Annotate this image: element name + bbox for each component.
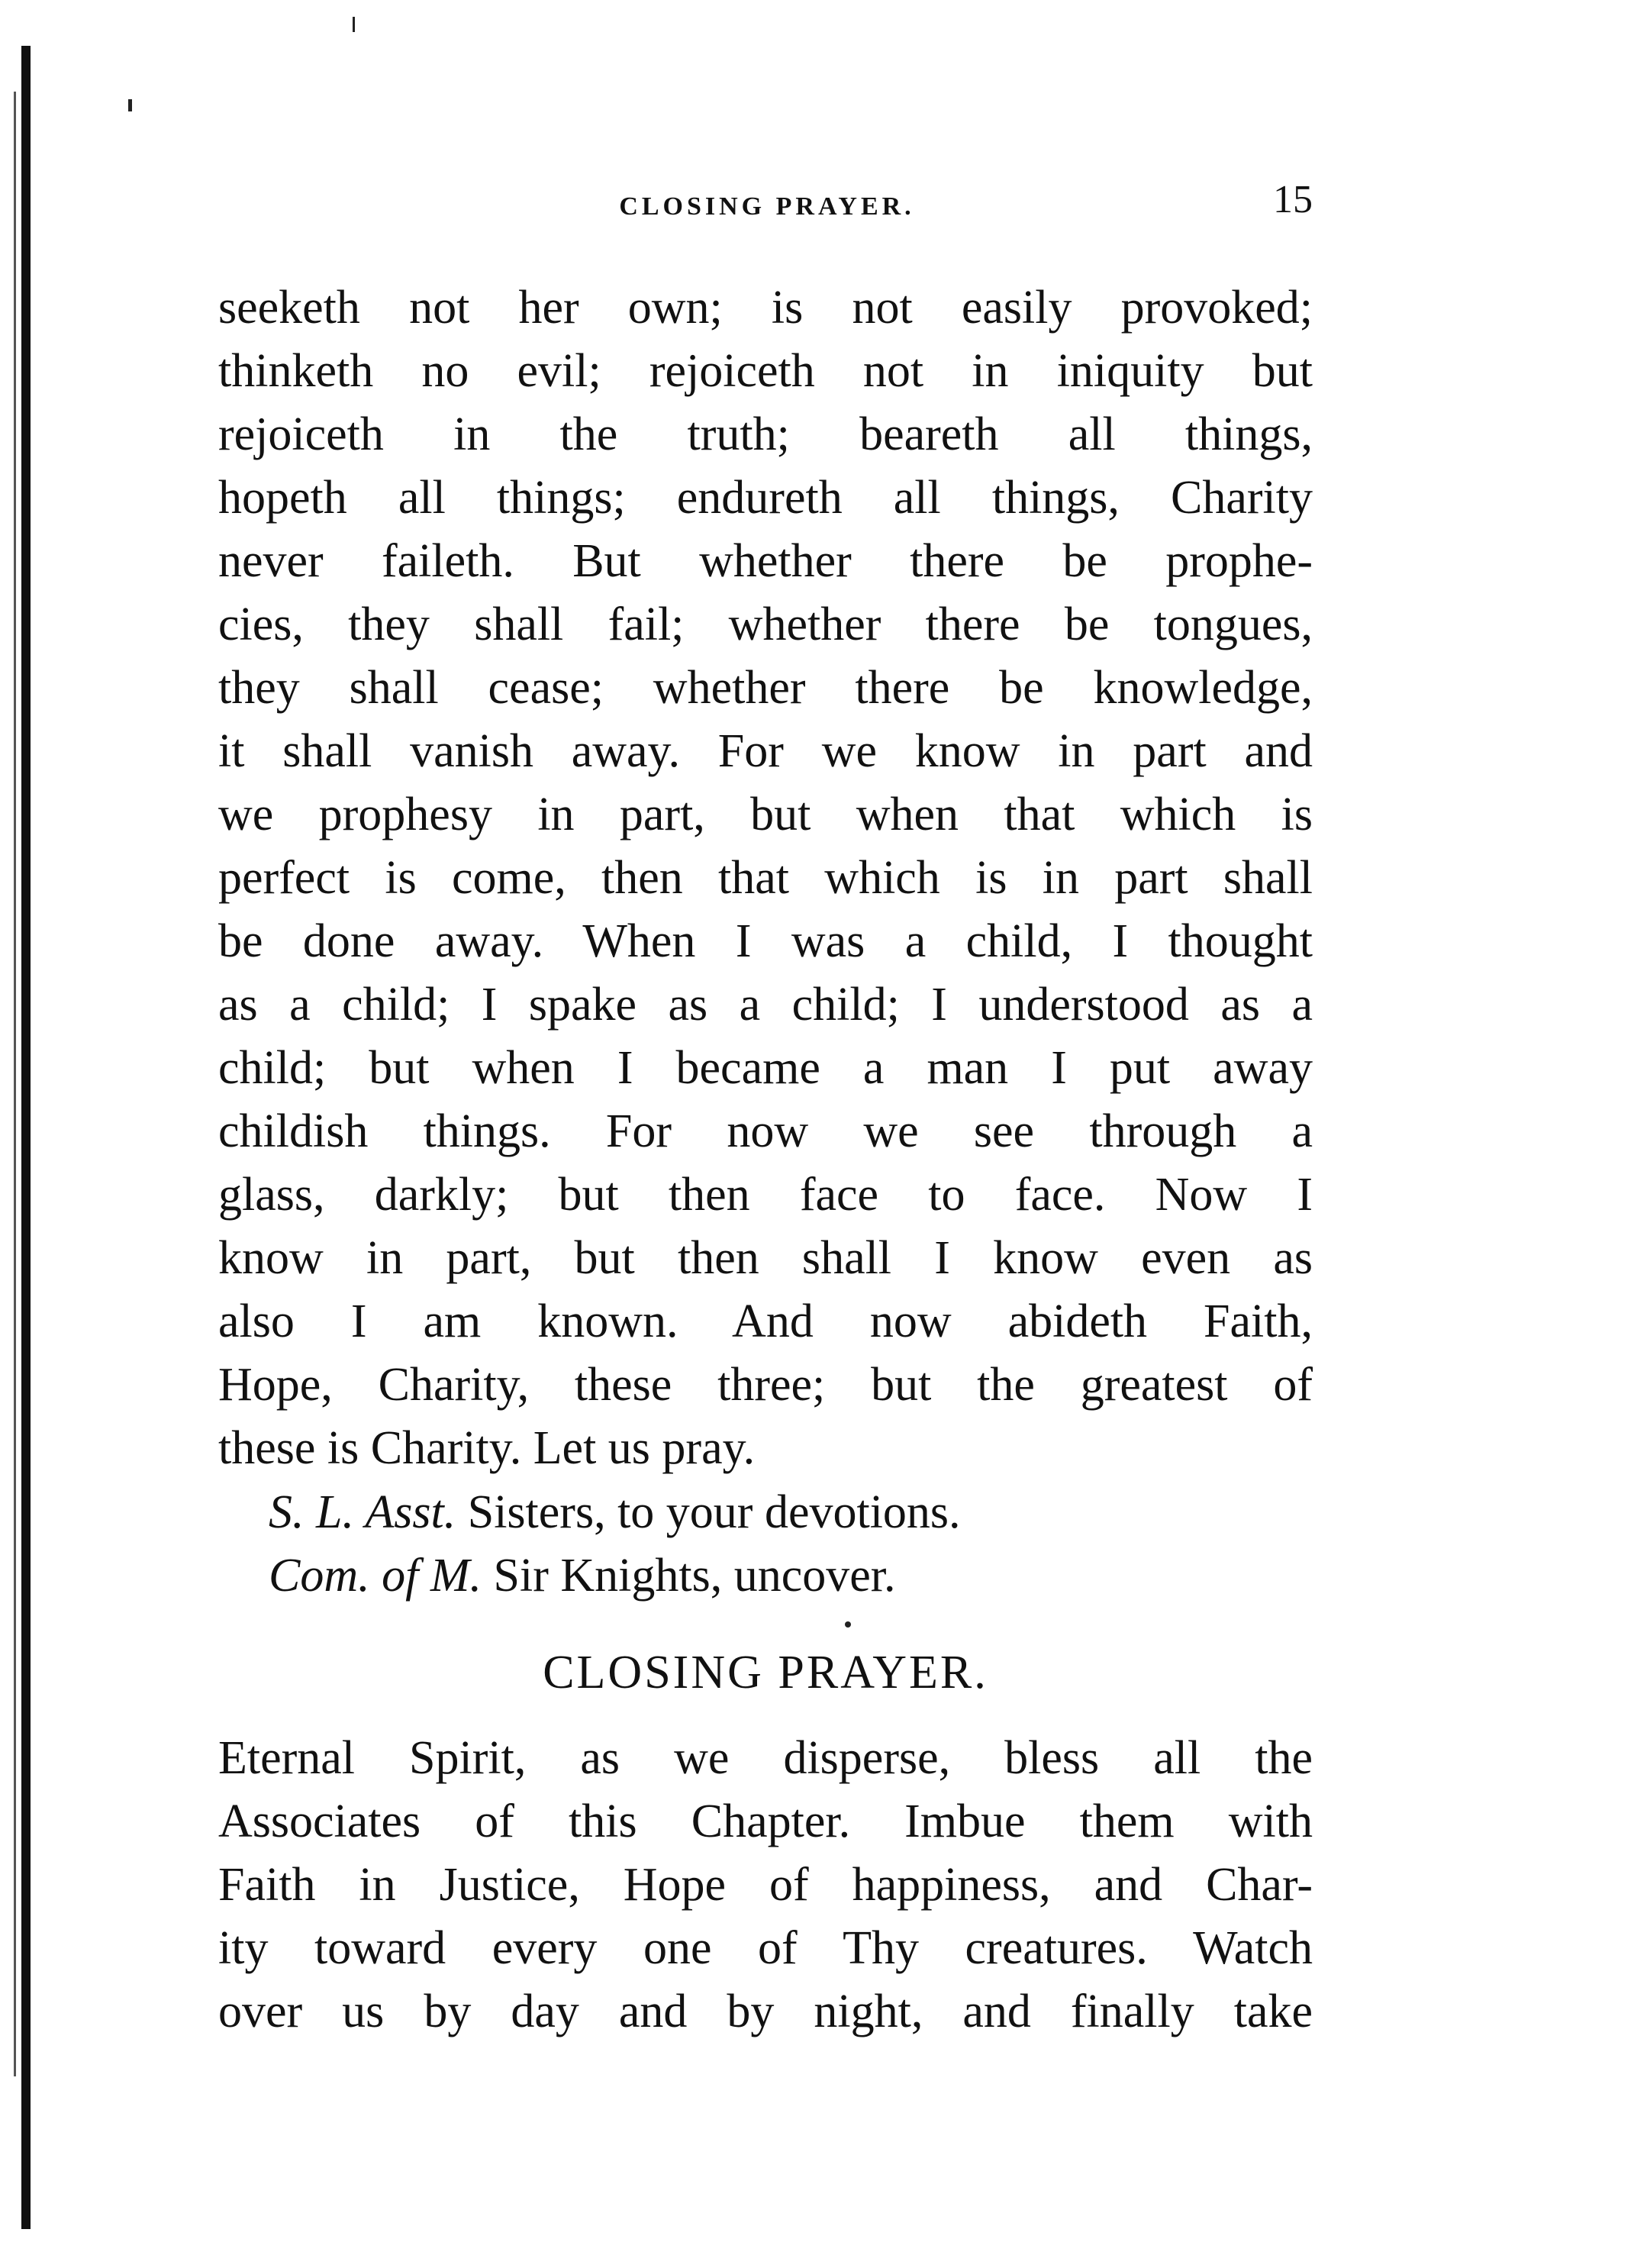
text-line: childish things. For now we see through a [218,1105,1313,1157]
speaker-name: S. L. Asst. [269,1486,456,1538]
text-line: rejoiceth in the truth; beareth all things, [218,408,1313,460]
text-line: it shall vanish away. For we know in part and [218,725,1313,777]
text-line: Eternal Spirit, as we disperse, bless all the [218,1732,1313,1784]
section-heading: CLOSING PRAYER. [543,1647,988,1699]
text-line: over us by day and by night, and finally take [218,1986,1313,2037]
body-paragraph [218,276,1313,1480]
speaker-text: Sir Knights, uncover. [493,1550,896,1602]
text-line: they shall cease; whether there be knowledge, [218,662,1313,714]
scan-speck [845,1621,851,1628]
page-header [221,177,1313,231]
text-line: never faileth. But whether there be prophe- [218,535,1313,587]
scan-speck [353,17,355,32]
text-line: glass, darkly; but then face to face. Now I [218,1169,1313,1221]
text-line: thinketh no evil; rejoiceth not in iniquity but [218,345,1313,397]
text-line: Hope, Charity, these three; but the greatest of [218,1359,1313,1411]
speaker-directions [218,1481,1313,1608]
text-line: seeketh not her own; is not easily provoked; [218,282,1313,334]
speaker-line [218,1481,1313,1544]
text-line: we prophesy in part, but when that which is [218,789,1313,840]
text-line: child; but when I became a man I put away [218,1042,1313,1094]
page-number: 15 [1273,178,1313,221]
scan-speck [128,99,132,111]
text-line: hopeth all things; endureth all things, Charity [218,472,1313,524]
text-line: perfect is come, then that which is in part shall [218,852,1313,904]
text-line: these is Charity. Let us pray. [218,1422,756,1474]
running-title: CLOSING PRAYER. [619,192,915,221]
speaker-text: Sisters, to your devotions. [467,1486,961,1538]
prayer-paragraph [218,1727,1313,2044]
text-line: know in part, but then shall I know even as [218,1232,1313,1284]
text-line: cies, they shall fail; whether there be tongues, [218,598,1313,650]
text-line: Faith in Justice, Hope of happiness, and Char- [218,1859,1313,1911]
text-line: also I am known. And now abideth Faith, [218,1295,1313,1347]
text-line: be done away. When I was a child, I thought [218,915,1313,967]
text-line: ity toward every one of Thy creatures. Watch [218,1922,1313,1974]
text-line: Associates of this Chapter. Imbue them with [218,1795,1313,1847]
speaker-line [218,1544,1313,1608]
binding-edge-shadow [21,46,31,2229]
speaker-name: Com. of M. [269,1550,482,1602]
binding-edge-line [14,92,16,2076]
text-line: as a child; I spake as a child; I understood as a [218,979,1313,1031]
